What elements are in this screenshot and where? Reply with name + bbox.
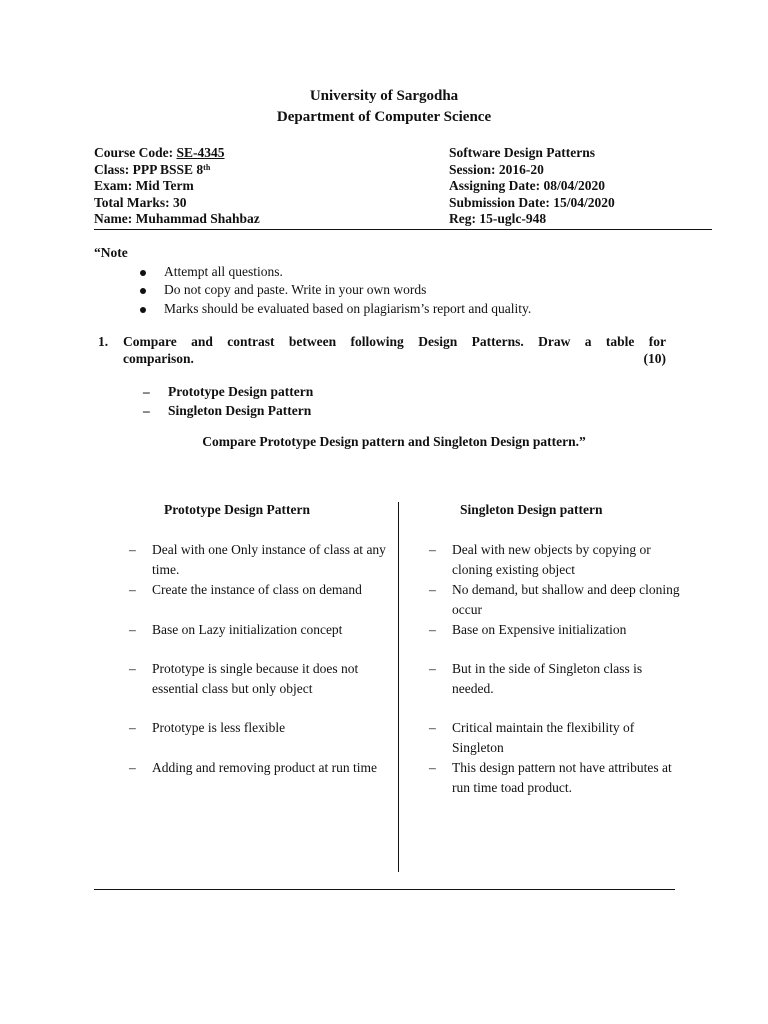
dash-icon: – xyxy=(129,582,136,597)
exam-row: Exam: Mid Term xyxy=(94,178,194,193)
bullet-icon xyxy=(140,307,146,313)
dash-icon: – xyxy=(129,542,136,557)
right-item: – Base on Expensive initialization xyxy=(429,620,679,640)
dash-icon: – xyxy=(429,622,436,637)
dash-icon: – xyxy=(129,720,136,735)
dash-icon: – xyxy=(429,720,436,735)
dash-icon: – xyxy=(129,661,136,676)
note-item: Do not copy and paste. Write in your own words xyxy=(140,281,531,299)
header-divider xyxy=(94,229,712,230)
left-item: – Create the instance of class on demand xyxy=(129,580,379,600)
dash-icon: – xyxy=(129,760,136,775)
left-item: – Deal with one Only instance of class at any time. xyxy=(129,542,386,577)
right-item: – Critical maintain the flexibility of Singleton xyxy=(429,720,635,755)
dash-icon: – xyxy=(429,582,436,597)
reg-row: Reg: 15-uglc-948 xyxy=(449,211,547,226)
left-item: – Prototype is less flexible xyxy=(129,718,379,738)
total-marks-row: Total Marks: 30 xyxy=(94,194,187,210)
pattern-item: – Singleton Design Pattern xyxy=(143,402,313,421)
session-row: Session: 2016-20 xyxy=(449,161,544,177)
question-line-2: comparison. xyxy=(123,351,194,366)
info-right-column xyxy=(449,145,729,228)
class-label: Class: PPP BSSE 8 xyxy=(94,161,204,177)
student-name-row: Name: Muhammad Shahbaz xyxy=(94,211,260,226)
note-item: Marks should be evaluated based on plagiarism’s report and quality. xyxy=(140,300,531,318)
question-number: 1. xyxy=(98,334,109,349)
department-title: Department of Computer Science xyxy=(276,109,492,125)
dash-icon: – xyxy=(429,760,436,775)
left-column-heading: Prototype Design Pattern xyxy=(164,502,310,517)
compare-instruction: Compare Prototype Design pattern and Singleton Design pattern.” xyxy=(202,434,586,449)
bullet-icon xyxy=(140,270,146,276)
question-marks: (10) xyxy=(643,351,666,366)
left-item: – Base on Lazy initialization concept xyxy=(129,620,379,640)
pattern-list xyxy=(143,383,313,420)
left-item: – Prototype is single because it does not essential class but only object xyxy=(129,661,359,696)
dash-icon: – xyxy=(129,622,136,637)
dash-icon: – xyxy=(143,402,150,418)
dash-icon: – xyxy=(429,542,436,557)
info-left-column xyxy=(94,145,424,228)
right-item: – But in the side of Singleton class is needed. xyxy=(429,661,643,696)
assigning-date-row: Assigning Date: 08/04/2020 xyxy=(449,178,606,193)
note-list xyxy=(140,263,531,318)
course-code-label: Course Code: xyxy=(94,145,177,160)
dash-icon: – xyxy=(143,384,150,399)
class-row xyxy=(94,162,424,179)
course-code-value: SE-4345 xyxy=(176,145,225,160)
footer-divider xyxy=(94,889,675,890)
right-item: – Deal with new objects by copying or cloning existing object xyxy=(429,542,651,577)
dash-icon: – xyxy=(429,661,436,676)
pattern-item: – Prototype Design pattern xyxy=(143,383,313,402)
column-divider xyxy=(398,502,399,872)
subject-row: Software Design Patterns xyxy=(449,145,595,160)
right-item: – No demand, but shallow and deep cloning occur xyxy=(429,582,680,617)
university-title: University of Sargodha xyxy=(309,88,459,104)
right-column-heading: Singleton Design pattern xyxy=(460,502,603,517)
class-superscript: th xyxy=(203,162,211,172)
right-item: – This design pattern not have attributes at run time toad product. xyxy=(429,760,672,795)
bullet-icon xyxy=(140,288,146,294)
course-code-row xyxy=(94,145,424,162)
left-item: – Adding and removing product at run time xyxy=(129,758,379,778)
question-line-1: Compare and contrast between following Design Patterns. Draw a table for xyxy=(123,334,666,349)
submission-date-row: Submission Date: 15/04/2020 xyxy=(449,194,615,210)
note-label: “Note xyxy=(94,245,128,260)
note-item: Attempt all questions. xyxy=(140,263,531,281)
